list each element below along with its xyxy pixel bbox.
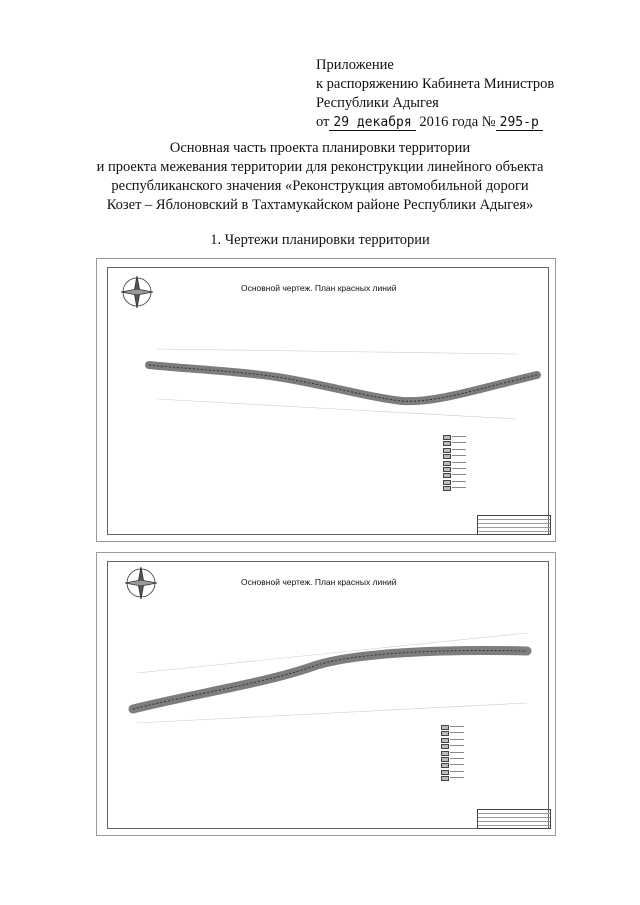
compass-rose-icon xyxy=(125,567,157,599)
road-corridor xyxy=(149,365,537,401)
appendix-line-3: Республики Адыгея xyxy=(316,95,439,111)
compass-rose-icon xyxy=(121,276,153,308)
appendix-line-1: Приложение xyxy=(316,57,394,73)
handwritten-number: 295-р xyxy=(496,115,543,131)
red-lines-plan-drawing xyxy=(97,259,555,541)
road-corridor xyxy=(133,651,527,709)
red-lines-plan-drawing xyxy=(97,553,555,835)
section-heading: 1. Чертежи планировки территории xyxy=(210,232,430,248)
drawing-caption-2: Основной чертеж. План красных линий xyxy=(241,577,397,587)
title-block-stamp xyxy=(477,809,551,829)
appendix-line-2: к распоряжению Кабинета Министров xyxy=(316,76,555,92)
appendix-date-line xyxy=(316,113,554,132)
title-block-stamp xyxy=(477,515,551,535)
title-line-2: и проекта межевания территории для реконструкции линейного объекта xyxy=(96,159,544,175)
title-line-1: Основная часть проекта планировки территории xyxy=(169,140,471,156)
drawing-sheet-2 xyxy=(96,552,556,836)
drawing-sheet-1 xyxy=(96,258,556,542)
appendix-block xyxy=(316,56,554,132)
drawing-caption-1: Основной чертеж. План красных линий xyxy=(241,283,397,293)
date-prefix: от xyxy=(316,114,330,130)
title-line-4: Козет – Яблоновский в Тахтамукайском районе Республики Адыгея» xyxy=(106,197,534,213)
date-suffix: 2016 года № xyxy=(419,114,496,130)
handwritten-date: 29 декабря xyxy=(329,115,415,131)
title-line-3: республиканского значения «Реконструкция автомобильной дороги xyxy=(111,178,529,194)
document-title xyxy=(60,139,580,215)
